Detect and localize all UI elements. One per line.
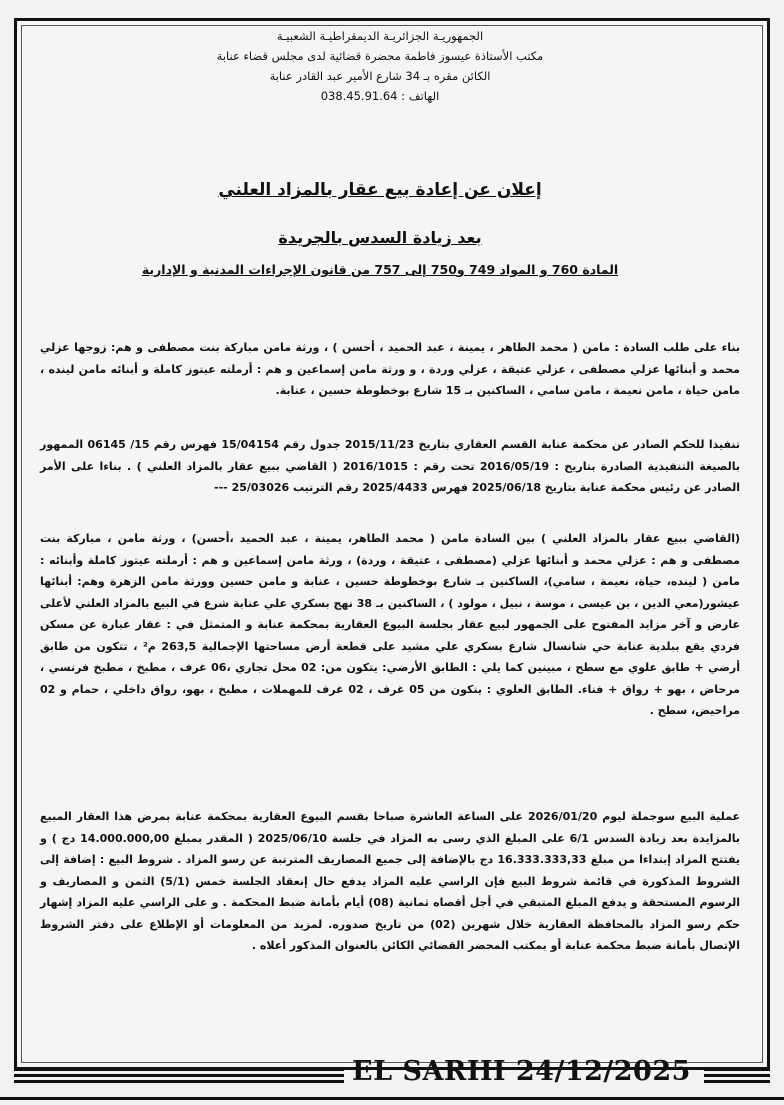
notice-title: إعلان عن إعادة بيع عقار بالمزاد العلني — [218, 180, 542, 200]
legal-reference: المادة 760 و المواد 749 و750 إلى 757 من قانون الإجراءات المدنية و الإدارية — [141, 262, 619, 277]
header-republic: الجمهوريـة الجزائريـة الديمقراطيـة الشعبيـة — [276, 29, 484, 43]
newspaper-masthead: EL SARIH 24/12/2025 — [352, 1056, 691, 1087]
header-office: مكتب الأستاذة عيسوز فاطمة محضرة قضائية لدى مجلس قضاء عنابة — [216, 49, 544, 63]
paragraph-judgment: تنفيذا للحكم الصادر عن محكمة عنابة القسم العقاري بتاريخ 2015/11/23 جدول رقم 15/04154 فهرس رقم 15/ 06145 الممهور بالصيغة التنفيذية الصادرة بتاريخ : 2016/05/19 تحت رقم : 2016/1015 ( القاضي ببيع عقار بالمزاد العلني ) . بناءا على الأمر الصادر عن رئيس محكمة عنابة بتاريخ 2025/06/18 فهرس 2025/4433 رقم الترتيب 25/03026 --- — [40, 438, 740, 494]
paragraph-requesters: بناء على طلب السادة : مامن ( محمد الطاهر ، يمينة ، عبد الحميد ، أحسن ) ، ورثة مامن مباركة بنت مصطفى و هم: زوجها عزلي محمد و أبنائها عزلي مصطفى ، عزلي عتيقة ، عزلي وردة ، و ورثة مامن إسماعين و هم : أرملته عيتوز كاملة و أبنائه مامن لينده ، مامن حياة ، مامن نعيمة ، مامن سامي ، الساكنين بـ 15 شارع بوخطوطة حسين ، عنابة. — [40, 341, 740, 397]
bottom-rule — [0, 1097, 784, 1100]
document-header — [120, 26, 640, 106]
header-phone: الهاتف : 038.45.91.64 — [320, 89, 440, 103]
footer-rule — [704, 1074, 770, 1077]
paragraph-property: (القاضي ببيع عقار بالمزاد العلني ) بين السادة مامن ( محمد الطاهر، يمينة ، عبد الحميد ،أحسن) ، ورثة مامن ، مباركة بنت مصطفى و هم : عزلي محمد و أبنائها عزلي (مصطفى ، عتيقة ، وردة) ، ورثة مامن إسماعين و هم : أرملته عيتوز كاملة وأبنائه : مامن ( لينده، حياة، نعيمة ، سامي)، الساكنين بـ شارع بوخطوطة حسين ، عنابة و مامن حسين وورثة مامن الزهرة وهم: أبنائها عيشور(معي الدين ، بن عيسى ، موسة ، نبيل ، مولود ) ، الساكنين بـ 38 نهج بسكري علي عنابة شرع في البيع بالمزاد العلني لأعلى عارض و آخر مزايد المفتوح على الجمهور لبيع عقار بجلسة البيوع العقارية بمحكمة عنابة و المتمثل في : عقار عبارة عن مسكن فردي يقع ببلدية عنابة حي شانسال شارع بسكري علي مشيد على قطعة أرض مساحتها الإجمالية 263,5 م² ، تتكون من طابق أرضي + طابق علوي مع سطح ، مبينين كما يلي : الطابق الأرضي: يتكون من: 02 محل تجاري ،06 غرف ، مطبخ ، مطبخ فرنسي ، مرحاض ، بهو + رواق + فناء. الطابق العلوي : يتكون من 05 غرف ، 02 غرف للمهملات ، مطبخ ، بهو، رواق داخلي ، حمام و 02 مراحيض، سطح . — [40, 532, 741, 717]
footer-rule — [14, 1074, 344, 1077]
notice-subtitle: بعد زيادة السدس بالجريدة — [278, 228, 482, 247]
footer-rule — [14, 1080, 344, 1083]
header-address: الكائن مقره بـ 34 شارع الأمير عبد القادر عنابة — [269, 69, 491, 83]
footer-rule — [704, 1080, 770, 1083]
footer-rule — [704, 1068, 770, 1071]
footer-rule — [14, 1068, 344, 1071]
footer-bar — [14, 1056, 770, 1090]
paragraph-sale-terms: عملية البيع سوجملة ليوم 2026/01/20 على الساعة العاشرة صباحا بقسم البيوع العقارية بمحكمة عنابة بمرض هذا العقار المبيع بالمزايدة بعد زيادة السدس 6/1 على المبلغ الذي رسى به المزاد في جلسة 2025/06/10 ( المقدر بمبلغ 14.000.000,00 دج ) و يفتتح المزاد إبتداءا من مبلغ 16.333.333,33 دج بالإضافة إلى جميع المصاريف المترتبة عن رسو المزاد . شروط البيع : إضافة إلى الشروط المذكورة في قائمة شروط البيع فإن الراسي عليه المزاد يدفع حال إنعقاد الجلسة خمس (5/1) الثمن و المصاريف و الرسوم المستحقة و يدفع المبلغ المتبقي في أجل أقصاه ثمانية (08) أيام بأمانة ضبط المحكمة . و على الراسي عليه المزاد إشهار حكم رسو المزاد بالمحافظة العقارية خلال شهرين (02) من تاريخ صدوره. لمزيد من المعلومات أو الإطلاع على دفتر الشروط الإتصال بأمانة ضبط محكمة عنابة أو بمكتب المحضر القضائي الكائن بالعنوان المذكور أعلاه . — [40, 810, 741, 952]
